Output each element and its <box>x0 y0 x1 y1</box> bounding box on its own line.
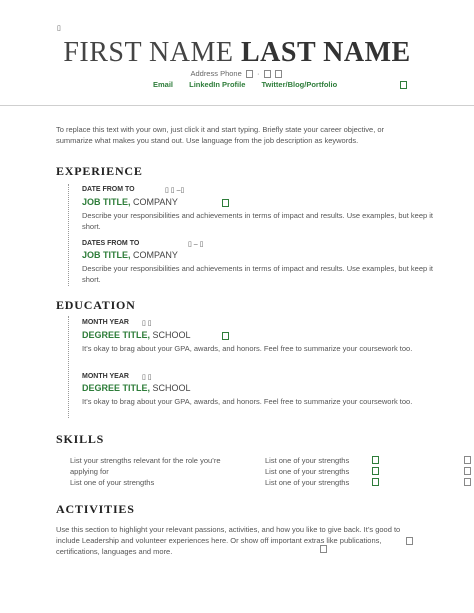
resume-name <box>0 36 474 70</box>
header-divider <box>0 105 474 106</box>
experience-description: Describe your responsibilities and achievements in terms of impact and results. Use examples, but keep it short. <box>82 264 433 284</box>
education-dates: MONTH YEAR <box>82 373 129 380</box>
skill-item: List one of your strengths <box>265 478 350 487</box>
skill-glyph <box>464 478 471 486</box>
first-name: FIRST NAME <box>63 37 234 68</box>
date-glyph: ▯ ▯ –▯ <box>165 187 185 194</box>
activities-glyph <box>320 545 327 553</box>
experience-role <box>82 250 178 260</box>
school: SCHOOL <box>152 330 191 340</box>
skill-item: List one of your strengths <box>265 456 350 465</box>
objective-text: To replace this text with your own, just click it and start typing. Briefly state your career objective, or summarize what makes you stand out. Use language from the job description as keywords. <box>56 125 385 145</box>
experience-dates: DATE FROM TO <box>82 186 135 193</box>
skill-glyph <box>372 456 379 464</box>
company: COMPANY <box>133 250 178 260</box>
activities-text: Use this section to highlight your relevant passions, activities, and how you like to give back. It’s good to include Leadership and volunteer experiences here. Or show off important extras like publications, certifications, languages and more. <box>56 525 401 556</box>
degree-title: DEGREE TITLE, <box>82 330 151 340</box>
skill-item: List your strengths relevant for the role you’re applying for <box>70 456 221 476</box>
date-glyph: ▯ ▯ <box>142 374 152 381</box>
education-heading: EDUCATION <box>56 298 136 312</box>
job-title: JOB TITLE, <box>82 250 131 260</box>
date-glyph: ▯ ▯ <box>142 320 152 327</box>
contact-glyph <box>264 70 271 78</box>
portfolio-link[interactable]: Twitter/Blog/Portfolio <box>261 80 338 89</box>
last-name: LAST NAME <box>241 37 411 68</box>
degree-title: DEGREE TITLE, <box>82 383 151 393</box>
education-dates: MONTH YEAR <box>82 319 129 326</box>
skill-glyph <box>372 478 379 486</box>
school: SCHOOL <box>152 383 191 393</box>
company: COMPANY <box>133 197 178 207</box>
education-role <box>82 330 191 340</box>
experience-dotted-rule <box>68 184 69 286</box>
contact-line: Address Phone · <box>0 69 474 78</box>
linkedin-link[interactable]: LinkedIn Profile <box>189 80 246 89</box>
contact-text: Address Phone <box>190 69 242 78</box>
skill-item: List one of your strengths <box>70 478 155 487</box>
title-glyph <box>222 332 229 340</box>
education-dotted-rule <box>68 316 69 418</box>
activities-glyph <box>406 537 413 545</box>
email-link[interactable]: Email <box>153 80 174 89</box>
education-description: It’s okay to brag about your GPA, awards, and honors. Feel free to summarize your coursework too. <box>82 344 413 353</box>
skill-glyph <box>372 467 379 475</box>
contact-glyph <box>246 70 253 78</box>
experience-heading: EXPERIENCE <box>56 164 143 178</box>
date-glyph: ▯ – ▯ <box>188 241 204 248</box>
experience-dates: DATES FROM TO <box>82 240 140 247</box>
skills-heading: SKILLS <box>56 432 105 446</box>
experience-role <box>82 197 178 207</box>
title-glyph <box>222 199 229 207</box>
contact-links <box>153 80 351 89</box>
education-description: It’s okay to brag about your GPA, awards, and honors. Feel free to summarize your coursework too. <box>82 397 413 406</box>
contact-glyph <box>400 81 407 89</box>
skill-glyph <box>464 456 471 464</box>
contact-glyph <box>275 70 282 78</box>
job-title: JOB TITLE, <box>82 197 131 207</box>
activities-heading: ACTIVITIES <box>56 502 135 516</box>
skill-item: List one of your strengths <box>265 467 350 476</box>
education-role <box>82 383 191 393</box>
placeholder-glyph: ▯ <box>57 25 61 32</box>
experience-description: Describe your responsibilities and achievements in terms of impact and results. Use examples, but keep it short. <box>82 211 433 231</box>
skill-glyph <box>464 467 471 475</box>
